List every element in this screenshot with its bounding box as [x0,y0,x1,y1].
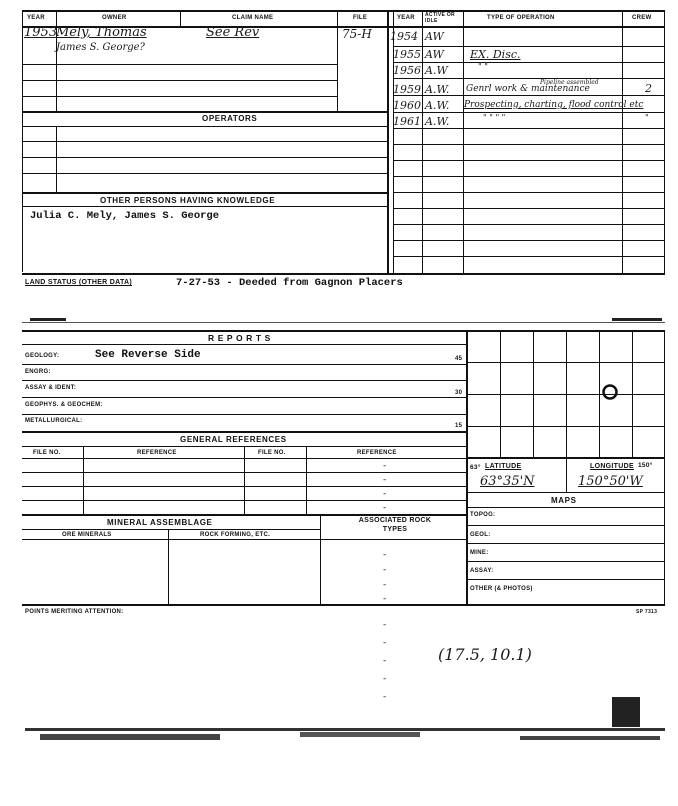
latitude-value: 63°35'N [480,474,535,489]
divider [22,96,337,97]
geology-label: GEOLOGY: [25,353,60,359]
divider [466,543,664,544]
divider [387,10,389,274]
divider [466,330,468,605]
divider [664,330,665,605]
maps-mine: MINE: [470,550,489,556]
scan-smudge [612,318,662,321]
divider [463,10,464,274]
activity-operation-note: Pipeline assembled [540,79,599,86]
divider [22,500,467,501]
divider [337,10,338,112]
land-status-value: 7-27-53 - Deeded from Gagnon Placers [176,277,403,289]
divider [22,344,467,345]
location-circle-icon [601,383,619,401]
lat-degree: 63° [470,464,481,471]
divider [393,128,664,129]
divider [306,446,307,514]
ref-reference-2: REFERENCE [357,450,397,456]
rock-forming: ROCK FORMING, ETC. [200,532,271,538]
land-status-label: LAND STATUS (OTHER DATA) [25,279,133,286]
geology-value: See Reverse Side [95,349,201,361]
dash-mark: - [383,461,387,471]
claim-name-value: See Rev [206,25,260,40]
scan-smudge [25,728,665,731]
divider [83,446,84,514]
scan-smudge [300,732,420,737]
activity-status: A.W [425,64,448,77]
divider [466,362,664,363]
long-degree: 150° [638,462,653,469]
divider [22,330,665,332]
divider [22,192,388,194]
header-claim-name: CLAIM NAME [232,15,274,21]
activity-operation: Prospecting, charting, flood control etc [464,100,644,110]
divider [466,525,664,526]
divider [22,157,388,158]
divider [422,10,423,274]
scan-smudge [520,736,660,740]
activity-year: 1954 [390,30,418,43]
ref-reference: REFERENCE [137,450,177,456]
divider [566,458,567,492]
header-year: YEAR [27,15,45,21]
dash-mark: - [383,489,387,499]
engrg-label: ENGRG: [25,369,51,375]
dash-mark: - [383,565,387,575]
dash-mark: - [383,594,387,604]
divider [22,64,337,65]
header-year-2: YEAR [397,15,415,21]
divider [22,111,388,113]
operators-title: OPERATORS [202,114,258,123]
divider [22,141,388,142]
maps-assay: ASSAY: [470,568,494,574]
divider [393,224,664,225]
file-value: 75-H [342,27,372,41]
activity-status: A.W. [425,83,450,96]
ref-file-no-2: FILE NO. [258,450,286,456]
divider [22,604,665,606]
maps-topog: TOPOG: [470,512,496,518]
divider [393,176,664,177]
maps-other: OTHER (& PHOTOS) [470,586,533,592]
activity-crew: 2 [645,82,652,95]
assay-label: ASSAY & IDENT: [25,385,77,391]
divider [466,492,664,493]
header-type-of-operation: TYPE OF OPERATION [487,15,555,21]
scale-15: 15 [455,423,463,429]
divider [393,208,664,209]
reports-title: R E P O R T S [208,333,271,343]
divider [393,112,664,113]
divider [466,507,664,508]
owner-name-2: James S. George? [56,42,145,53]
divider [168,529,169,605]
divider [393,256,664,257]
activity-year: 1955 [393,48,421,61]
activity-year: 1956 [393,64,421,77]
geophys-label: GEOPHYS. & GEOCHEM: [25,402,103,408]
divider [244,446,245,514]
longitude-value: 150°50'W [578,474,643,489]
header-crew: CREW [632,15,652,21]
header-active-idle: ACTIVE OR IDLE [425,12,455,24]
divider [393,144,664,145]
divider [22,397,467,398]
scale-45: 45 [455,356,463,362]
dash-mark: - [383,692,387,702]
owner-name: Mely, Thomas [56,25,147,40]
maps-geol: GEOL: [470,532,491,538]
activity-year: 1961 [393,115,421,128]
owner-year: 1953 [24,25,58,40]
latitude-label: LATITUDE [485,463,522,470]
divider [393,160,664,161]
handwritten-note: (17.5, 10.1) [438,645,532,664]
longitude-label: LONGITUDE [590,463,634,470]
divider [320,514,321,606]
activity-operation: " " " " [483,113,506,122]
activity-year: 1960 [393,99,421,112]
divider [22,273,665,275]
header-owner: OWNER [102,15,127,21]
divider [22,486,467,487]
dash-mark: - [383,475,387,485]
points-label: POINTS MERITING ATTENTION: [25,609,124,615]
divider [466,426,664,427]
divider [466,394,664,395]
divider [393,62,664,63]
ore-minerals: ORE MINERALS [62,532,112,538]
scale-30: 30 [455,390,463,396]
activity-status: AW [425,30,444,43]
divider [22,173,388,174]
divider [22,206,388,207]
right-border [664,10,665,274]
activity-status: A.W. [425,99,450,112]
maps-title: MAPS [551,496,577,505]
divider [622,10,623,274]
divider [393,46,664,47]
divider [22,414,467,415]
divider [466,561,664,562]
scan-blot [612,697,640,727]
general-references-title: GENERAL REFERENCES [180,435,287,444]
dash-mark: - [383,580,387,590]
dash-mark: - [383,503,387,513]
divider [466,457,664,459]
knowledge-title: OTHER PERSONS HAVING KNOWLEDGE [100,196,276,205]
associated-rock-types: ASSOCIATED ROCK TYPES [358,517,432,533]
ref-file-no: FILE NO. [33,450,61,456]
dash-mark: - [383,550,387,560]
activity-operation: " " [478,62,488,71]
dash-mark: - [383,674,387,684]
mineral-title: MINERAL ASSEMBLAGE [107,518,213,527]
divider [466,579,664,580]
activity-status: A.W. [425,115,450,128]
activity-year: 1959 [393,83,421,96]
divider [22,529,320,530]
activity-operation: EX. Disc. [470,48,521,61]
divider [22,322,665,323]
divider [393,78,664,79]
divider [393,192,664,193]
activity-status: AW [425,48,444,61]
divider [56,126,57,192]
knowledge-value: Julia C. Mely, James S. George [30,210,220,222]
metallurgical-label: METALLURGICAL: [25,418,83,424]
scan-smudge [40,734,220,740]
divider [22,472,467,473]
divider [22,364,467,365]
header-file: FILE [353,15,368,21]
divider [22,431,467,433]
scan-smudge [30,318,66,321]
dash-mark: - [383,620,387,630]
activity-crew: " [645,113,649,122]
divider [393,240,664,241]
divider [22,380,467,381]
divider [22,126,388,127]
divider [22,80,337,81]
form-code: SP 7313 [636,609,658,615]
divider [180,10,181,26]
divider [22,539,467,540]
activity-operation: Genrl work & maintenance [466,84,590,94]
dash-mark: - [383,656,387,666]
dash-mark: - [383,638,387,648]
top-border [22,10,665,12]
